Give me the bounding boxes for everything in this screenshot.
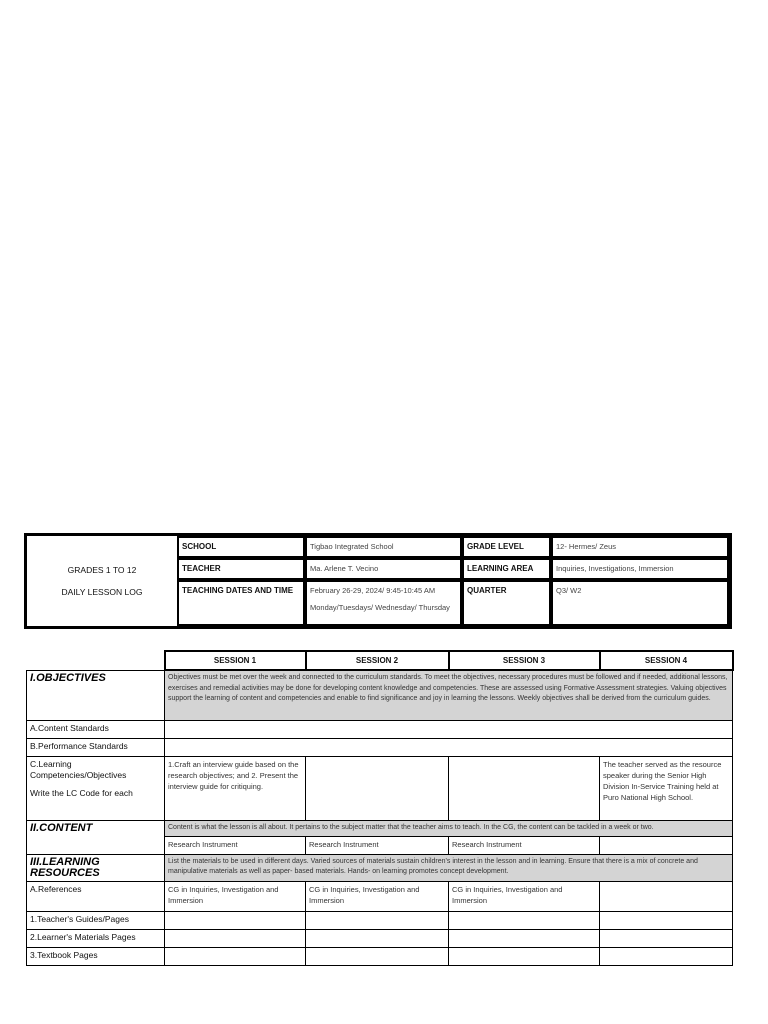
- competencies-label: C.Learning Competencies/Objectives: [30, 758, 127, 780]
- teacher-guides-session-4[interactable]: [600, 911, 733, 929]
- textbook-label: 3.Textbook Pages: [27, 947, 165, 965]
- performance-standards-cell[interactable]: [165, 738, 733, 756]
- competencies-session-2[interactable]: [306, 756, 449, 820]
- content-session-4[interactable]: [600, 836, 733, 854]
- objectives-note: Objectives must be met over the week and connected to the curriculum standards. To meet the objectives, necessary procedures must be followed and if needed, additional lessons, exercises and remedial activities may be done for developing content knowledge and competencies. These are assessed using Formative Assessment strategies. Valuing objectives support the learning of content and competencies and enable to find significance and joy in learning the lessons. Weekly objectives shall be derived from the curriculum guides.: [165, 670, 733, 720]
- blank-corner: [27, 651, 165, 670]
- quarter-value: Q3/ W2: [551, 580, 729, 626]
- teacher-value: Ma. Arlene T. Vecino: [305, 558, 462, 580]
- content-standards-row: [27, 720, 733, 738]
- learner-materials-session-4[interactable]: [600, 929, 733, 947]
- title-line-1: GRADES 1 TO 12: [67, 565, 137, 575]
- content-session-3[interactable]: Research Instrument: [449, 836, 600, 854]
- references-session-1[interactable]: CG in Inquiries, Investigation and Immersion: [165, 881, 306, 911]
- textbook-row: [27, 947, 733, 965]
- learner-materials-label: 2.Learner's Materials Pages: [27, 929, 165, 947]
- content-session-1[interactable]: Research Instrument: [165, 836, 306, 854]
- teacher-guides-session-2[interactable]: [306, 911, 449, 929]
- lesson-log-table: [26, 650, 734, 966]
- references-row: [27, 881, 733, 911]
- references-label: A.References: [27, 881, 165, 911]
- teacher-guides-row: [27, 911, 733, 929]
- content-standards-cell[interactable]: [165, 720, 733, 738]
- teaching-dates-value: [305, 580, 462, 626]
- textbook-session-4[interactable]: [600, 947, 733, 965]
- competencies-session-4[interactable]: The teacher served as the resource speaker during the Senior High Division In-Service Training held at Puro National High School.: [600, 756, 733, 820]
- content-standards-label: A.Content Standards: [27, 720, 165, 738]
- learner-materials-session-2[interactable]: [306, 929, 449, 947]
- textbook-session-1[interactable]: [165, 947, 306, 965]
- competencies-label-cell: [27, 756, 165, 820]
- teaching-dates-line-1: February 26-29, 2024/ 9:45-10:45 AM: [310, 586, 436, 595]
- teacher-guides-session-3[interactable]: [449, 911, 600, 929]
- content-label: II.CONTENT: [27, 820, 165, 854]
- resources-row: [27, 854, 733, 881]
- lesson-log-header: [24, 533, 732, 629]
- learner-materials-row: [27, 929, 733, 947]
- references-session-4[interactable]: [600, 881, 733, 911]
- session-3-header: SESSION 3: [449, 651, 600, 670]
- grade-level-label: GRADE LEVEL: [462, 536, 551, 558]
- references-session-3[interactable]: CG in Inquiries, Investigation and Immersion: [449, 881, 600, 911]
- session-4-header: SESSION 4: [600, 651, 733, 670]
- textbook-session-3[interactable]: [449, 947, 600, 965]
- learning-area-label: LEARNING AREA: [462, 558, 551, 580]
- content-session-2[interactable]: Research Instrument: [306, 836, 449, 854]
- textbook-session-2[interactable]: [306, 947, 449, 965]
- learner-materials-session-1[interactable]: [165, 929, 306, 947]
- objectives-label: I.OBJECTIVES: [27, 670, 165, 720]
- school-value: Tigbao Integrated School: [305, 536, 462, 558]
- session-header-row: [27, 651, 733, 670]
- content-row: [27, 820, 733, 836]
- session-1-header: SESSION 1: [165, 651, 306, 670]
- teacher-guides-label: 1.Teacher's Guides/Pages: [27, 911, 165, 929]
- title-line-2: DAILY LESSON LOG: [61, 587, 143, 597]
- teaching-dates-line-2: Monday/Tuesdays/ Wednesday/ Thursday: [310, 603, 450, 612]
- grade-level-value: 12- Hermes/ Zeus: [551, 536, 729, 558]
- session-2-header: SESSION 2: [306, 651, 449, 670]
- learning-area-value: Inquiries, Investigations, Immersion: [551, 558, 729, 580]
- log-title: [27, 536, 177, 626]
- school-label: SCHOOL: [177, 536, 305, 558]
- performance-standards-label: B.Performance Standards: [27, 738, 165, 756]
- competencies-session-3[interactable]: [449, 756, 600, 820]
- learner-materials-session-3[interactable]: [449, 929, 600, 947]
- performance-standards-row: [27, 738, 733, 756]
- teacher-label: TEACHER: [177, 558, 305, 580]
- quarter-label: QUARTER: [462, 580, 551, 626]
- competencies-session-1[interactable]: 1.Craft an interview guide based on the research objectives; and 2. Present the interview guide for critiquing.: [165, 756, 306, 820]
- resources-note: List the materials to be used in different days. Varied sources of materials sustain children's interest in the lesson and in learning. Ensure that there is a mix of concrete and manipulative materials as well as paper- based materials. Hands- on learning promotes concept development.: [165, 854, 733, 881]
- lc-code-note: Write the LC Code for each: [30, 787, 133, 798]
- resources-label: III.LEARNING RESOURCES: [27, 854, 165, 881]
- references-session-2[interactable]: CG in Inquiries, Investigation and Immersion: [306, 881, 449, 911]
- teaching-dates-label: TEACHING DATES AND TIME: [177, 580, 305, 626]
- teacher-guides-session-1[interactable]: [165, 911, 306, 929]
- competencies-row: [27, 756, 733, 820]
- objectives-row: [27, 670, 733, 720]
- content-note: Content is what the lesson is all about. It pertains to the subject matter that the teacher aims to teach. In the CG, the content can be tackled in a week or two.: [165, 820, 733, 836]
